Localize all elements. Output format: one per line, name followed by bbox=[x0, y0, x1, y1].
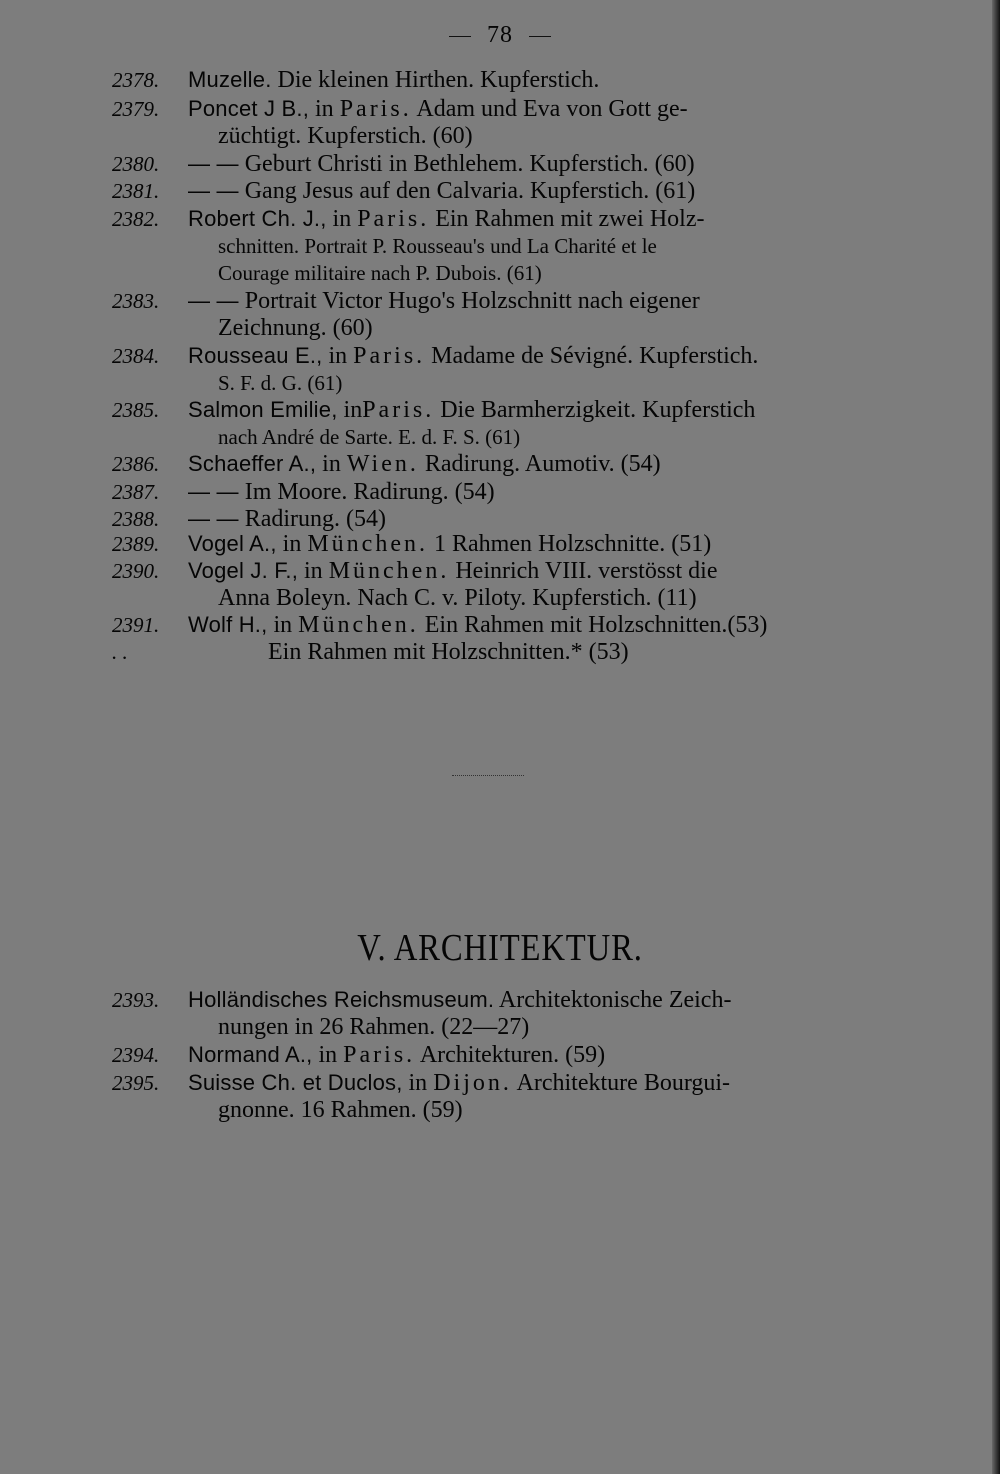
entry-text: Madame de Sévigné. Kupferstich. bbox=[425, 343, 759, 369]
entry-continuation: Zeichnung. (60) bbox=[218, 315, 373, 341]
catalog-entry: 2384. Rousseau E., in Paris. Madame de Sévigné. Kupferstich. S. F. d. G. (61) bbox=[112, 342, 920, 397]
entry-number: 2382. bbox=[112, 207, 160, 231]
entry-text: Im Moore. Radirung. (54) bbox=[238, 479, 495, 505]
artist-name: Holländisches Reichsmuseum. bbox=[188, 987, 495, 1012]
entry-text: Radirung. (54) bbox=[238, 506, 387, 532]
artist-name: Rousseau E., bbox=[188, 343, 323, 368]
catalog-entry bbox=[112, 150, 920, 178]
entry-number: 2388. bbox=[112, 507, 160, 531]
entry-number: 2383. bbox=[112, 289, 160, 313]
entry-number: 2378. bbox=[112, 68, 160, 92]
entry-text: Adam und Eva von Gott ge- bbox=[411, 96, 688, 122]
entry-number: 2381. bbox=[112, 179, 160, 203]
catalog-entry: 2390. Vogel J. F., in München. Heinrich VIII. verstösst die Anna Boleyn. Nach C. v. Piloty. Kupferstich. (11) bbox=[112, 557, 920, 612]
ditto-mark: — — bbox=[188, 288, 239, 313]
catalog-entry bbox=[112, 986, 920, 1041]
entry-text: Radirung. Aumotiv. (54) bbox=[418, 451, 661, 477]
dash-left bbox=[449, 36, 471, 37]
entry-number: 2390. bbox=[112, 559, 160, 583]
entry-number: 2395. bbox=[112, 1071, 160, 1095]
entry-text: Gang Jesus auf den Calvaria. Kupferstich. (61) bbox=[238, 178, 696, 204]
entry-continuation: gnonne. 16 Rahmen. (59) bbox=[218, 1097, 463, 1123]
catalog-entry: 2385. Salmon Emilie, inParis. Die Barmherzigkeit. Kupferstich nach André de Sarte. E. d. F. S. (61) bbox=[112, 396, 920, 451]
city-name: Paris. bbox=[362, 397, 435, 423]
entry-continuation: Courage militaire nach P. Dubois. (61) bbox=[218, 261, 542, 285]
catalog-entry bbox=[112, 478, 920, 506]
entry-number: 2385. bbox=[112, 398, 160, 422]
entry-continuation: nach André de Sarte. E. d. F. S. (61) bbox=[218, 425, 521, 449]
section-title: V. ARCHITEKTUR. bbox=[357, 927, 643, 969]
entry-number: 2393. bbox=[112, 988, 160, 1012]
city-name: Wien. bbox=[346, 451, 419, 477]
entry-number: 2386. bbox=[112, 452, 160, 476]
city-name: Dijon. bbox=[433, 1070, 512, 1096]
entry-continuation: nungen in 26 Rahmen. (22—27) bbox=[218, 1014, 530, 1040]
entry-text: Ein Rahmen mit Holzschnitten.* (53) bbox=[268, 639, 629, 665]
entry-number: 2379. bbox=[112, 97, 160, 121]
ditto-mark: — — bbox=[188, 178, 239, 203]
catalog-entry bbox=[112, 287, 920, 342]
dotted-separator bbox=[452, 775, 524, 776]
entry-continuation: S. F. d. G. (61) bbox=[218, 371, 343, 395]
artist-name: Vogel A., bbox=[188, 531, 277, 556]
city-name: Paris. bbox=[339, 96, 412, 122]
artist-name: Wolf H., bbox=[188, 612, 268, 637]
entry-text: Heinrich VIII. verstösst die bbox=[449, 558, 718, 584]
entry-number: 2394. bbox=[112, 1043, 160, 1067]
catalog-entry: 2395. Suisse Ch. et Duclos, in Dijon. Architekture Bourgui- gnonne. 16 Rahmen. (59) bbox=[112, 1069, 920, 1124]
artist-name: Muzelle. bbox=[188, 67, 272, 92]
entry-text: Die kleinen Hirthen. Kupferstich. bbox=[271, 67, 600, 93]
city-name: München. bbox=[328, 558, 450, 584]
entry-number: 2384. bbox=[112, 344, 160, 368]
entry-number: 2391. bbox=[112, 613, 160, 637]
city-name: München. bbox=[307, 531, 428, 557]
entry-text: Ein Rahmen mit Holzschnitten.(53) bbox=[418, 612, 768, 638]
catalog-entry bbox=[112, 177, 920, 205]
entry-number: 2389. bbox=[112, 532, 160, 556]
entry-number: 2387. bbox=[112, 480, 160, 504]
page-number bbox=[0, 22, 1000, 49]
artist-name: Suisse Ch. et Duclos, bbox=[188, 1070, 403, 1095]
entry-text: 1 Rahmen Holzschnitte. (51) bbox=[427, 531, 712, 557]
entry-text: Architekturen. (59) bbox=[415, 1042, 606, 1068]
catalog-entry: 2386. Schaeffer A., in Wien. Radirung. Aumotiv. (54) bbox=[112, 451, 661, 477]
artist-name: Salmon Emilie, bbox=[188, 397, 338, 422]
entry-continuation: züchtigt. Kupferstich. (60) bbox=[218, 123, 473, 149]
catalog-entry bbox=[112, 505, 920, 533]
ditto-mark: — — bbox=[188, 479, 239, 504]
dash-right bbox=[529, 36, 551, 37]
city-name: Paris. bbox=[357, 206, 430, 232]
ditto-mark: — — bbox=[188, 151, 239, 176]
entry-text: Geburt Christi in Bethlehem. Kupferstich. (60) bbox=[238, 151, 695, 177]
entry-text: Architektonische Zeich- bbox=[494, 987, 732, 1013]
entry-text: Ein Rahmen mit zwei Holz- bbox=[429, 206, 705, 232]
page-edge-shadow bbox=[992, 0, 1000, 1474]
catalog-entry: 2391. Wolf H., in München. Ein Rahmen mit Holzschnitten.(53) bbox=[112, 612, 768, 638]
artist-name: Poncet J B., bbox=[188, 96, 310, 121]
catalog-entry: 2382. Robert Ch. J., in Paris. Ein Rahmen mit zwei Holz- schnitten. Portrait P. Rousseau's und La Charité et le Courage militaire nach P. Dubois. (61) bbox=[112, 205, 920, 287]
entry-number: . . bbox=[112, 640, 128, 664]
ditto-mark: — — bbox=[188, 506, 239, 531]
catalog-entry bbox=[112, 639, 920, 666]
catalog-entry: 2394. Normand A., in Paris. Architekturen. (59) bbox=[112, 1042, 606, 1068]
artist-name: Robert Ch. J., bbox=[188, 206, 327, 231]
entry-text: Architekture Bourgui- bbox=[511, 1070, 731, 1096]
entry-number: 2380. bbox=[112, 152, 160, 176]
city-name: München. bbox=[298, 612, 419, 638]
page-number-text: 78 bbox=[487, 22, 513, 48]
entry-continuation: schnitten. Portrait P. Rousseau's und La Charité et le bbox=[218, 234, 657, 258]
entry-continuation: Anna Boleyn. Nach C. v. Piloty. Kupferstich. (11) bbox=[218, 585, 697, 611]
entry-text: Portrait Victor Hugo's Holzschnitt nach eigener bbox=[238, 288, 700, 314]
entry-text: Die Barmherzigkeit. Kupferstich bbox=[434, 397, 756, 423]
catalog-entry: 2379. Poncet J B., in Paris. Adam und Eva von Gott ge- züchtigt. Kupferstich. (60) bbox=[112, 95, 920, 150]
artist-name: Vogel J. F., bbox=[188, 558, 299, 583]
artist-name: Schaeffer A., bbox=[188, 451, 317, 476]
city-name: Paris. bbox=[353, 343, 426, 369]
catalog-entry bbox=[112, 66, 920, 94]
city-name: Paris. bbox=[343, 1042, 416, 1068]
catalog-entry: 2389. Vogel A., in München. 1 Rahmen Holzschnitte. (51) bbox=[112, 531, 712, 557]
artist-name: Normand A., bbox=[188, 1042, 313, 1067]
